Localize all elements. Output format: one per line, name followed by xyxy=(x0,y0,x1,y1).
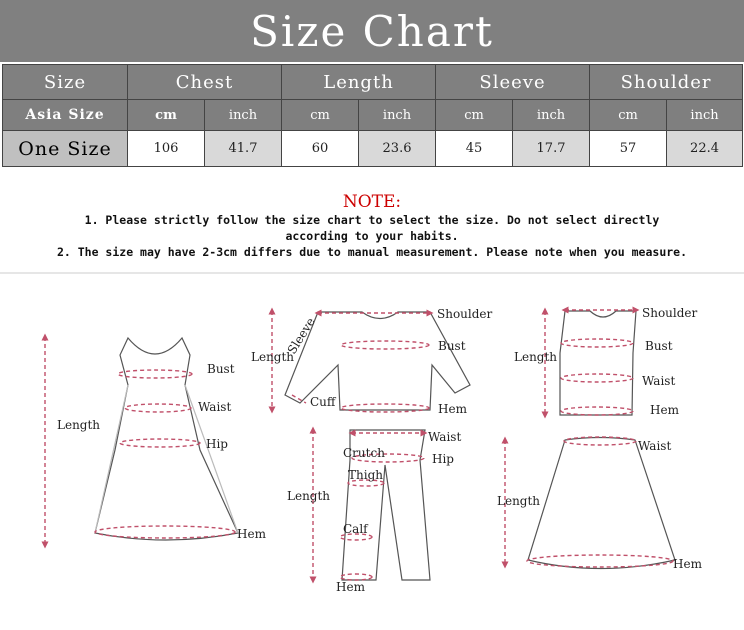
header-cell: Size xyxy=(3,65,128,100)
skirt-outline xyxy=(528,438,675,569)
tank-waist-label: Waist xyxy=(642,374,676,388)
tank-hem-line xyxy=(561,407,633,415)
tank-outline xyxy=(560,311,636,415)
divider xyxy=(0,272,744,274)
shirt-length-label: Length xyxy=(251,350,295,364)
dress-bust-line xyxy=(118,370,192,378)
tank-waist-line xyxy=(561,374,633,382)
skirt-waist-line xyxy=(564,437,636,445)
pants-hem-label: Hem xyxy=(336,580,365,594)
unit-cell: inch xyxy=(205,100,282,131)
pants-crutch-label: Crutch xyxy=(343,446,385,460)
value-cell: 41.7 xyxy=(205,131,282,167)
unit-cell: inch xyxy=(667,100,743,131)
unit-cell: cm xyxy=(590,100,667,131)
value-cell: 22.4 xyxy=(667,131,743,167)
dress-waist-label: Waist xyxy=(198,400,232,414)
skirt-hem-line xyxy=(527,555,673,567)
unit-cell: inch xyxy=(513,100,590,131)
shirt-shoulder-label: Shoulder xyxy=(437,307,493,321)
tank-hem-label: Hem xyxy=(650,403,679,417)
tank-bust-label: Bust xyxy=(645,339,673,353)
shirt-sleeve-label: Sleeve xyxy=(284,315,318,357)
dress-waist-line xyxy=(125,404,191,412)
skirt-hem-label: Hem xyxy=(673,557,702,571)
tank-shoulder-label: Shoulder xyxy=(642,306,698,320)
pants-length-label: Length xyxy=(287,489,331,503)
note-heading: NOTE: xyxy=(342,192,402,212)
note-line: according to your habits. xyxy=(285,229,459,243)
shirt-bust-line xyxy=(341,341,429,349)
shirt-hem-label: Hem xyxy=(438,402,467,416)
header-cell: Length xyxy=(282,65,436,100)
header-cell: Chest xyxy=(128,65,282,100)
unit-cell: cm xyxy=(128,100,205,131)
note-line: 2. The size may have 2-3cm differs due to manual measurement. Please note when you measure. xyxy=(56,245,688,259)
unit-row-label: Asia Size xyxy=(3,100,128,131)
note-section xyxy=(0,180,744,272)
unit-cell: cm xyxy=(436,100,513,131)
header-cell: Shoulder xyxy=(590,65,743,100)
value-cell: 23.6 xyxy=(359,131,436,167)
value-cell: 57 xyxy=(590,131,667,167)
title-bar xyxy=(0,0,744,62)
shirt-bust-label: Bust xyxy=(438,339,466,353)
value-row-label: One Size xyxy=(3,131,128,167)
pants-thigh-label: Thigh xyxy=(348,468,383,482)
value-row xyxy=(3,131,743,167)
skirt-waist-label: Waist xyxy=(638,439,672,453)
shirt-hem-line xyxy=(341,404,429,412)
pants-waist-label: Waist xyxy=(428,430,462,444)
shirt-cuff-label: Cuff xyxy=(310,395,336,409)
unit-cell: inch xyxy=(359,100,436,131)
header-row xyxy=(3,65,743,100)
dress-bust-label: Bust xyxy=(207,362,235,376)
unit-cell: cm xyxy=(282,100,359,131)
measurement-diagram xyxy=(0,275,744,630)
unit-row xyxy=(3,100,743,131)
page-title: Size Chart xyxy=(250,6,494,56)
pants-hip-label: Hip xyxy=(432,452,454,466)
value-cell: 106 xyxy=(128,131,205,167)
dress-hem-line xyxy=(95,526,235,538)
pants-calf-label: Calf xyxy=(343,522,368,536)
dress-hem-label: Hem xyxy=(237,527,266,541)
note-line: 1. Please strictly follow the size chart to select the size. Do not select directly xyxy=(84,213,660,227)
tank-bust-line xyxy=(561,339,633,347)
size-table xyxy=(2,64,743,167)
dress-length-label: Length xyxy=(57,418,101,432)
value-cell: 17.7 xyxy=(513,131,590,167)
header-cell: Sleeve xyxy=(436,65,590,100)
dress-hip-label: Hip xyxy=(206,437,228,451)
dress-hip-line xyxy=(120,439,200,447)
skirt-length-label: Length xyxy=(497,494,541,508)
value-cell: 45 xyxy=(436,131,513,167)
value-cell: 60 xyxy=(282,131,359,167)
tank-length-label: Length xyxy=(514,350,558,364)
